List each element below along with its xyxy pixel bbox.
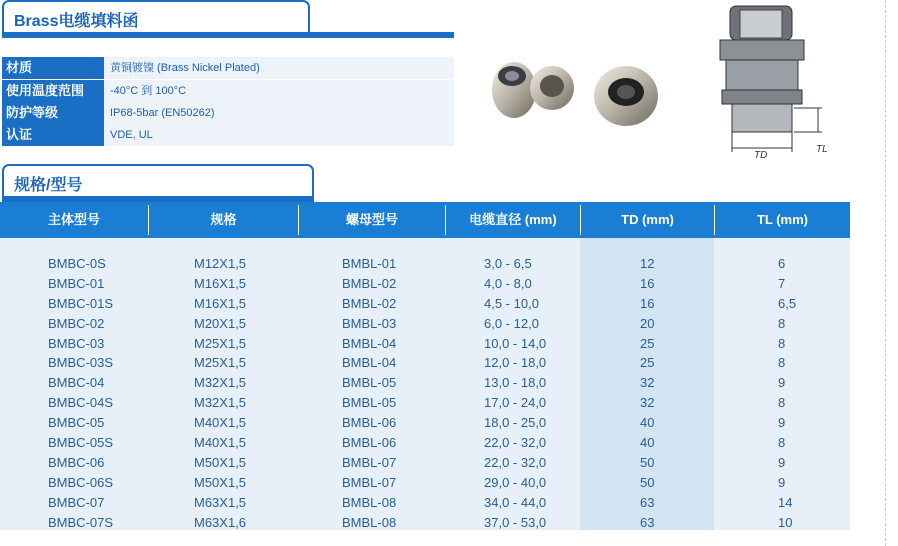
cell-tl: 6 (778, 256, 786, 271)
cell-cable-diameter: 10,0 - 14,0 (484, 335, 547, 351)
tl-label: TL (816, 144, 828, 155)
cell-nut-model: BMBL-08 (342, 514, 397, 530)
cell-body-model: BMBC-03S (48, 355, 114, 371)
cell-spec: M25X1,5 (194, 335, 247, 351)
section-title: 规格/型号 (14, 177, 83, 194)
header-tl: TL (mm) (756, 212, 809, 227)
cell-spec: M16X1,5 (194, 275, 247, 291)
td-label: TD (754, 150, 768, 161)
cell-cable-diameter: 22,0 - 32,0 (484, 435, 547, 451)
cell-spec: M32X1,5 (194, 375, 247, 391)
cell-nut-model: BMBL-08 (342, 494, 397, 510)
cell-spec: M50X1,5 (194, 454, 247, 470)
cell-tl: 7 (778, 275, 786, 291)
table-row (0, 314, 850, 334)
cell-td: 32 (640, 395, 655, 411)
cell-tl: 8 (778, 315, 786, 331)
cell-td: 63 (640, 494, 655, 510)
table-header (0, 202, 850, 238)
cell-nut-model: BMBL-01 (342, 256, 397, 271)
spec-value: VDE, UL (104, 124, 454, 146)
cell-cable-diameter: 29,0 - 40,0 (484, 474, 547, 490)
cell-spec: M63X1,5 (194, 494, 247, 510)
spec-value: IP68-5bar (EN50262) (104, 102, 454, 124)
spec-value: -40°C 到 100°C (104, 80, 454, 102)
cell-td: 12 (640, 256, 655, 271)
section-title: Brass电缆填料函 (14, 13, 139, 30)
cell-body-model: BMBC-05S (48, 435, 114, 451)
table-row (0, 334, 850, 354)
cell-body-model: BMBC-01 (48, 275, 105, 291)
cell-body-model: BMBC-04S (48, 395, 114, 411)
spec-label: 防护等级 (2, 102, 104, 124)
cell-spec: M16X1,5 (194, 295, 247, 311)
cell-spec: M40X1,5 (194, 415, 247, 431)
cell-td: 50 (640, 474, 655, 490)
cell-tl: 9 (778, 474, 786, 490)
header-nut-model: 螺母型号 (345, 212, 398, 227)
cell-cable-diameter: 22,0 - 32,0 (484, 454, 547, 470)
cell-nut-model: BMBL-07 (342, 474, 397, 490)
cell-spec: M12X1,5 (194, 256, 247, 271)
cell-tl: 9 (778, 415, 786, 431)
cell-cable-diameter: 17,0 - 24,0 (484, 395, 547, 411)
cell-tl: 8 (778, 335, 786, 351)
cell-nut-model: BMBL-05 (342, 395, 397, 411)
cell-td: 16 (640, 295, 655, 311)
cell-body-model: BMBC-07S (48, 514, 114, 530)
spec-table (0, 238, 850, 530)
table-row (0, 353, 850, 373)
cell-td: 25 (640, 335, 655, 351)
header-td: TD (mm) (621, 212, 674, 227)
cell-spec: M20X1,5 (194, 315, 247, 331)
table-row (0, 254, 850, 274)
section-tab-product (2, 0, 310, 34)
cell-td: 40 (640, 435, 655, 451)
cell-nut-model: BMBL-04 (342, 355, 397, 371)
table-row (0, 453, 850, 473)
cell-spec: M50X1,5 (194, 474, 247, 490)
page-margin-rule (885, 0, 887, 546)
cell-tl: 8 (778, 395, 786, 411)
cell-tl: 9 (778, 375, 786, 391)
header-body-model: 主体型号 (47, 212, 100, 227)
cell-cable-diameter: 6,0 - 12,0 (484, 315, 539, 331)
cell-spec: M25X1,5 (194, 355, 247, 371)
spec-row-certification (2, 124, 454, 146)
cell-cable-diameter: 3,0 - 6,5 (484, 256, 532, 271)
spec-value: 黄铜镀镍 (Brass Nickel Plated) (104, 57, 454, 79)
table-row (0, 473, 850, 493)
cell-cable-diameter: 12,0 - 18,0 (484, 355, 547, 371)
cell-body-model: BMBC-05 (48, 415, 105, 431)
technical-diagram (712, 2, 842, 162)
cell-nut-model: BMBL-02 (342, 295, 397, 311)
spec-label: 认证 (2, 124, 104, 146)
cell-td: 25 (640, 355, 655, 371)
cell-tl: 9 (778, 454, 786, 470)
spec-label: 使用温度范围 (2, 80, 104, 102)
cell-body-model: BMBC-06S (48, 474, 114, 490)
header-spec: 规格 (210, 212, 237, 227)
cell-body-model: BMBC-06 (48, 454, 105, 470)
cell-td: 20 (640, 315, 655, 331)
section-tab-spec (2, 164, 314, 198)
spec-row-material (2, 57, 454, 79)
table-row (0, 373, 850, 393)
cell-spec: M40X1,5 (194, 435, 247, 451)
table-row (0, 274, 850, 294)
spec-row-protection (2, 102, 454, 124)
cell-cable-diameter: 37,0 - 53,0 (484, 514, 547, 530)
cell-body-model: BMBC-04 (48, 375, 105, 391)
cell-body-model: BMBC-0S (48, 256, 106, 271)
table-row (0, 294, 850, 314)
cell-spec: M32X1,5 (194, 395, 247, 411)
section-underline (2, 32, 454, 38)
cell-tl: 8 (778, 355, 786, 371)
cell-body-model: BMBC-01S (48, 295, 114, 311)
table-row (0, 433, 850, 453)
cell-cable-diameter: 4,0 - 8,0 (484, 275, 532, 291)
cell-td: 32 (640, 375, 655, 391)
cell-tl: 14 (778, 494, 793, 510)
cell-nut-model: BMBL-04 (342, 335, 397, 351)
spec-label: 材质 (2, 57, 104, 79)
product-photo-gland-open (484, 52, 584, 122)
cell-nut-model: BMBL-05 (342, 375, 397, 391)
cell-spec: M63X1,6 (194, 514, 247, 530)
table-row (0, 513, 850, 533)
cell-td: 40 (640, 415, 655, 431)
table-row (0, 393, 850, 413)
cell-tl: 10 (778, 514, 793, 530)
cell-tl: 6,5 (778, 295, 797, 311)
cell-nut-model: BMBL-03 (342, 315, 397, 331)
cell-td: 50 (640, 454, 655, 470)
cell-td: 16 (640, 275, 655, 291)
cell-td: 63 (640, 514, 655, 530)
cell-body-model: BMBC-07 (48, 494, 105, 510)
cell-nut-model: BMBL-02 (342, 275, 397, 291)
cell-nut-model: BMBL-06 (342, 415, 397, 431)
header-cable-diameter: 电缆直径 (mm) (469, 212, 557, 227)
table-rows (0, 254, 850, 532)
cell-nut-model: BMBL-06 (342, 435, 397, 451)
cell-cable-diameter: 4,5 - 10,0 (484, 295, 539, 311)
cell-body-model: BMBC-02 (48, 315, 105, 331)
cell-nut-model: BMBL-07 (342, 454, 397, 470)
cell-body-model: BMBC-03 (48, 335, 105, 351)
product-photo-gland-closed (590, 60, 664, 128)
table-row (0, 413, 850, 433)
cell-cable-diameter: 34,0 - 44,0 (484, 494, 547, 510)
cell-cable-diameter: 18,0 - 25,0 (484, 415, 547, 431)
spec-row-temperature (2, 80, 454, 102)
cell-cable-diameter: 13,0 - 18,0 (484, 375, 547, 391)
table-row (0, 493, 850, 513)
cell-tl: 8 (778, 435, 786, 451)
